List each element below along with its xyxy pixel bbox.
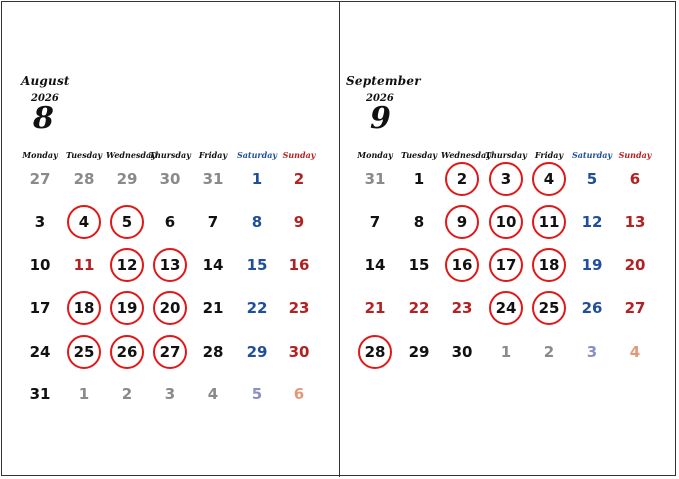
day-cell: 29 <box>116 170 138 188</box>
day-cell: 14 <box>202 256 224 274</box>
day-cell: 13 <box>159 256 181 274</box>
day-cell: 3 <box>34 213 46 231</box>
day-cell: 26 <box>116 343 138 361</box>
weekday-header-saturday: Saturday <box>236 150 278 160</box>
day-cell: 1 <box>500 343 512 361</box>
day-cell: 5 <box>251 385 263 403</box>
day-cell: 25 <box>538 299 560 317</box>
weekday-header-monday: Monday <box>357 150 393 160</box>
weekday-header-friday: Friday <box>534 150 564 160</box>
day-cell: 22 <box>246 299 268 317</box>
day-cell: 27 <box>159 343 181 361</box>
day-cell: 31 <box>202 170 224 188</box>
day-cell: 21 <box>364 299 386 317</box>
day-cell: 29 <box>246 343 268 361</box>
day-cell: 16 <box>288 256 310 274</box>
day-cell: 6 <box>629 170 641 188</box>
day-cell: 23 <box>288 299 310 317</box>
weekday-header-thursday: Thursday <box>485 150 527 160</box>
day-cell: 3 <box>500 170 512 188</box>
day-cell: 10 <box>29 256 51 274</box>
year-label: 2026 <box>366 93 394 104</box>
day-cell: 17 <box>29 299 51 317</box>
month-name: August <box>21 74 70 88</box>
weekday-header-saturday: Saturday <box>571 150 613 160</box>
day-cell: 31 <box>364 170 386 188</box>
day-cell: 18 <box>73 299 95 317</box>
day-cell: 28 <box>364 343 386 361</box>
day-cell: 12 <box>581 213 603 231</box>
day-cell: 9 <box>293 213 305 231</box>
day-cell: 11 <box>538 213 560 231</box>
day-cell: 5 <box>121 213 133 231</box>
weekday-header-sunday: Sunday <box>618 150 652 160</box>
day-cell: 17 <box>495 256 517 274</box>
day-cell: 1 <box>78 385 90 403</box>
weekday-header-friday: Friday <box>198 150 228 160</box>
calendar-september <box>340 0 678 478</box>
weekday-header-tuesday: Tuesday <box>65 150 103 160</box>
day-cell: 19 <box>581 256 603 274</box>
month-number: 9 <box>370 101 391 136</box>
day-cell: 25 <box>73 343 95 361</box>
day-cell: 10 <box>495 213 517 231</box>
day-cell: 7 <box>207 213 219 231</box>
day-cell: 2 <box>121 385 133 403</box>
weekday-header-thursday: Thursday <box>149 150 191 160</box>
day-cell: 2 <box>456 170 468 188</box>
day-cell: 8 <box>413 213 425 231</box>
day-cell: 23 <box>451 299 473 317</box>
day-cell: 6 <box>164 213 176 231</box>
weekday-header-sunday: Sunday <box>282 150 316 160</box>
day-cell: 22 <box>408 299 430 317</box>
day-cell: 21 <box>202 299 224 317</box>
day-cell: 6 <box>293 385 305 403</box>
day-cell: 26 <box>581 299 603 317</box>
day-cell: 28 <box>73 170 95 188</box>
day-cell: 30 <box>159 170 181 188</box>
day-cell: 27 <box>29 170 51 188</box>
day-cell: 5 <box>586 170 598 188</box>
day-cell: 11 <box>73 256 95 274</box>
weekday-header-tuesday: Tuesday <box>400 150 438 160</box>
day-cell: 30 <box>288 343 310 361</box>
day-cell: 13 <box>624 213 646 231</box>
day-cell: 24 <box>495 299 517 317</box>
day-cell: 29 <box>408 343 430 361</box>
year-label: 2026 <box>31 93 59 104</box>
day-cell: 18 <box>538 256 560 274</box>
day-cell: 9 <box>456 213 468 231</box>
weekday-header-wednesday: Wednesday <box>106 150 156 160</box>
day-cell: 14 <box>364 256 386 274</box>
day-cell: 3 <box>586 343 598 361</box>
day-cell: 16 <box>451 256 473 274</box>
day-cell: 20 <box>624 256 646 274</box>
day-cell: 15 <box>408 256 430 274</box>
day-cell: 1 <box>413 170 425 188</box>
day-cell: 1 <box>251 170 263 188</box>
day-cell: 7 <box>369 213 381 231</box>
day-cell: 2 <box>293 170 305 188</box>
day-cell: 3 <box>164 385 176 403</box>
day-cell: 4 <box>78 213 90 231</box>
day-cell: 24 <box>29 343 51 361</box>
day-cell: 8 <box>251 213 263 231</box>
day-cell: 19 <box>116 299 138 317</box>
day-cell: 27 <box>624 299 646 317</box>
day-cell: 2 <box>543 343 555 361</box>
day-cell: 4 <box>543 170 555 188</box>
weekday-header-wednesday: Wednesday <box>441 150 491 160</box>
day-cell: 31 <box>29 385 51 403</box>
month-number: 8 <box>33 101 54 136</box>
weekday-header-monday: Monday <box>22 150 58 160</box>
day-cell: 12 <box>116 256 138 274</box>
day-cell: 20 <box>159 299 181 317</box>
day-cell: 30 <box>451 343 473 361</box>
calendar-august <box>1 0 339 478</box>
day-cell: 28 <box>202 343 224 361</box>
day-cell: 4 <box>207 385 219 403</box>
day-cell: 4 <box>629 343 641 361</box>
month-name: September <box>346 74 421 88</box>
day-cell: 15 <box>246 256 268 274</box>
